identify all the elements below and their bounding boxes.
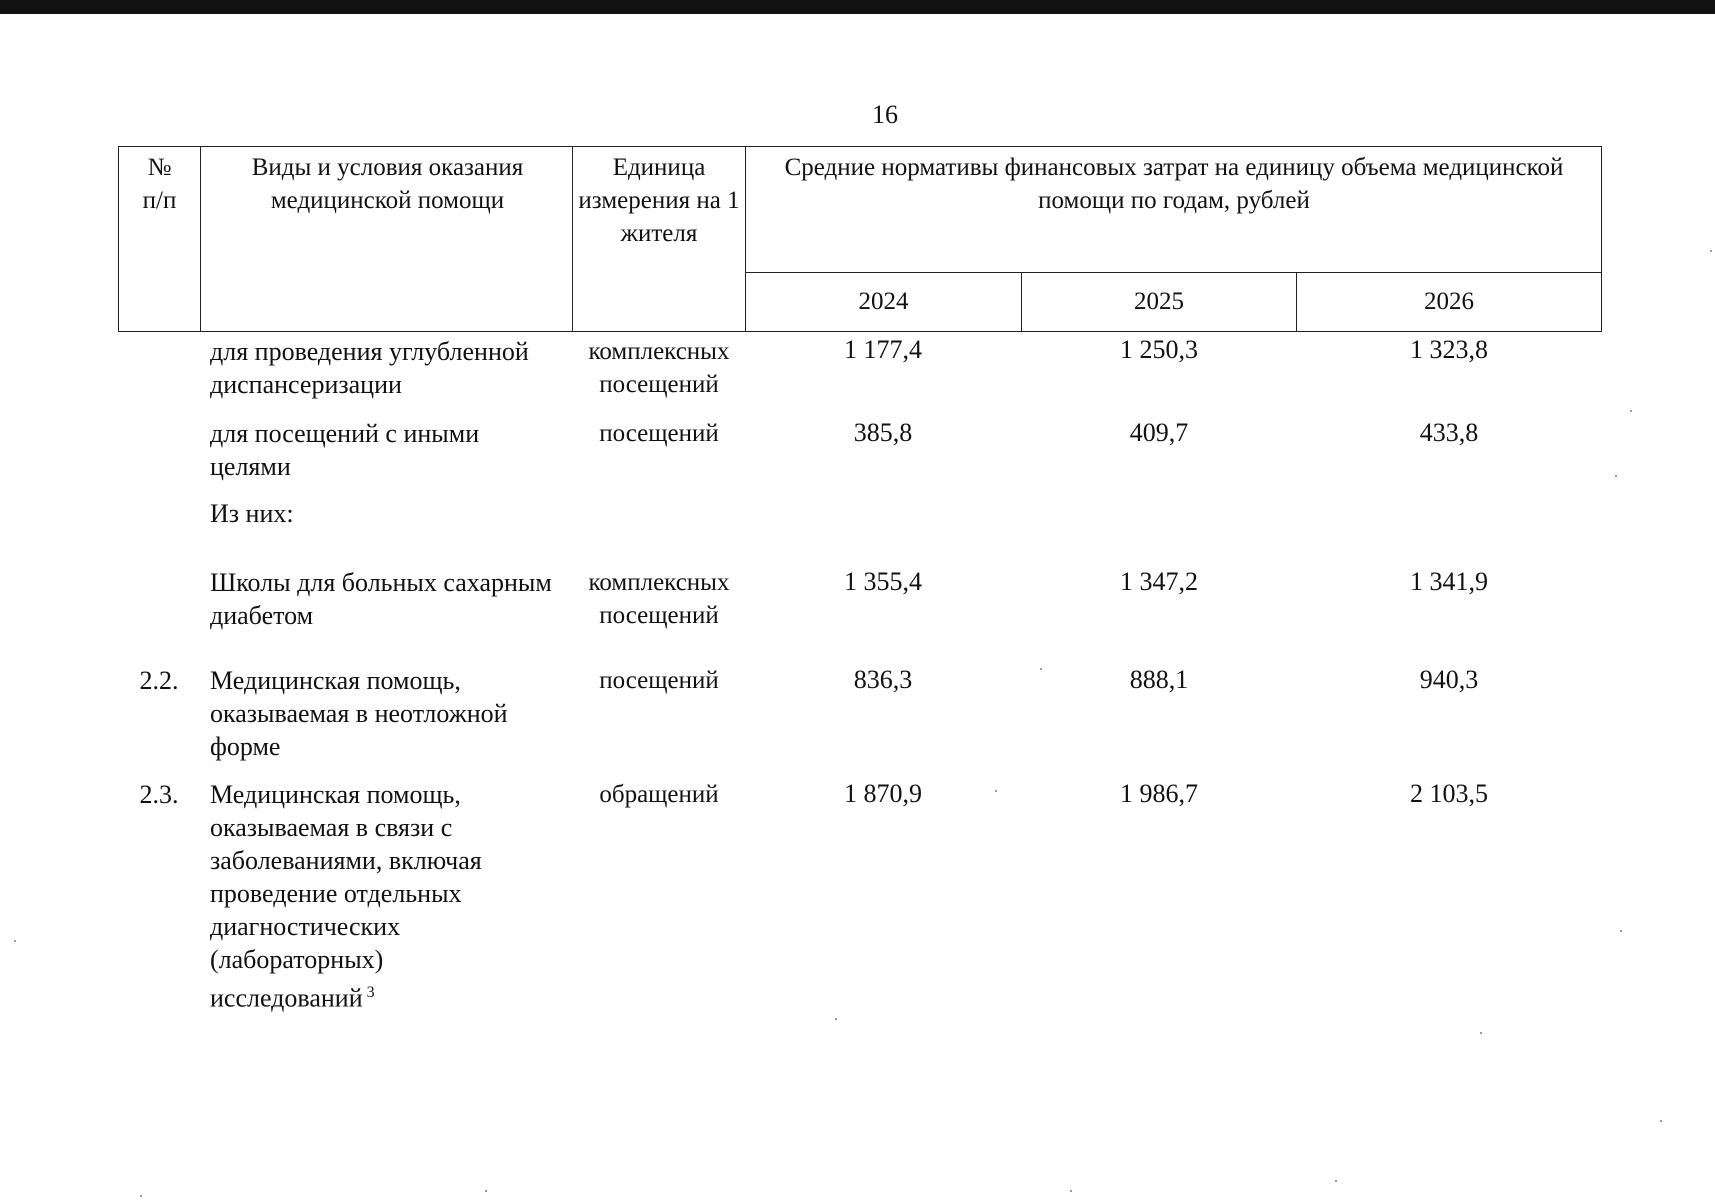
row-value-2026: 1 323,8 bbox=[1410, 335, 1488, 364]
row-value-2024: 1 177,4 bbox=[844, 335, 922, 364]
row-unit: посещений bbox=[599, 420, 719, 447]
row-value-2025: 1 250,3 bbox=[1120, 335, 1198, 364]
row-description: Медицинская помощь, оказываемая в неотложной форме bbox=[210, 666, 508, 761]
row-value-2024: 836,3 bbox=[853, 665, 913, 694]
row-description-text: Медицинская помощь, оказываемая в связи с заболеваниями, включая проведение отдельных диагностических (лабораторных) исследований bbox=[210, 780, 482, 1013]
row-unit: обращений bbox=[599, 781, 719, 808]
row-value-2026: 1 341,9 bbox=[1410, 567, 1488, 596]
row-number: 2.3. bbox=[139, 780, 179, 809]
row-value-2025: 1 347,2 bbox=[1120, 567, 1198, 596]
header-col-norms: Средние нормативы финансовых затрат на единицу объема медицинской помощи по годам, рублей bbox=[784, 154, 1564, 214]
page-top-border bbox=[0, 0, 1715, 14]
header-col-unit: Единица измерения на 1 жителя bbox=[578, 154, 740, 247]
row-value-2026: 2 103,5 bbox=[1410, 779, 1488, 808]
footnote-marker: 3 bbox=[366, 984, 375, 1001]
row-value-2025: 888,1 bbox=[1129, 665, 1189, 694]
row-value-2024: 1 870,9 bbox=[844, 779, 922, 808]
table-header bbox=[118, 146, 1602, 332]
header-col-type: Виды и условия оказания медицинской помощи bbox=[251, 154, 524, 214]
page-number: 16 bbox=[872, 100, 898, 129]
header-year-2024: 2024 bbox=[858, 288, 909, 315]
row-unit: комплексных посещений bbox=[588, 569, 730, 629]
row-value-2024: 1 355,4 bbox=[844, 567, 922, 596]
header-year-2025: 2025 bbox=[1134, 288, 1184, 315]
header-year-2026: 2026 bbox=[1424, 288, 1474, 315]
row-value-2026: 940,3 bbox=[1419, 665, 1479, 694]
row-unit: комплексных посещений bbox=[588, 338, 730, 398]
row-unit: посещений bbox=[599, 667, 719, 694]
header-col-num: № п/п bbox=[142, 154, 177, 214]
row-description bbox=[210, 778, 530, 1015]
row-value-2024: 385,8 bbox=[853, 418, 913, 447]
row-description: Школы для больных сахарным диабетом bbox=[210, 568, 552, 630]
row-value-2025: 409,7 bbox=[1129, 418, 1189, 447]
row-value-2026: 433,8 bbox=[1419, 418, 1479, 447]
row-description: для проведения углубленной диспансеризации bbox=[210, 337, 529, 399]
header-divider bbox=[200, 147, 201, 331]
row-number: 2.2. bbox=[139, 666, 179, 695]
row-description: для посещений с иными целями bbox=[210, 419, 480, 481]
row-description: Из них: bbox=[210, 499, 294, 528]
row-value-2025: 1 986,7 bbox=[1120, 779, 1198, 808]
